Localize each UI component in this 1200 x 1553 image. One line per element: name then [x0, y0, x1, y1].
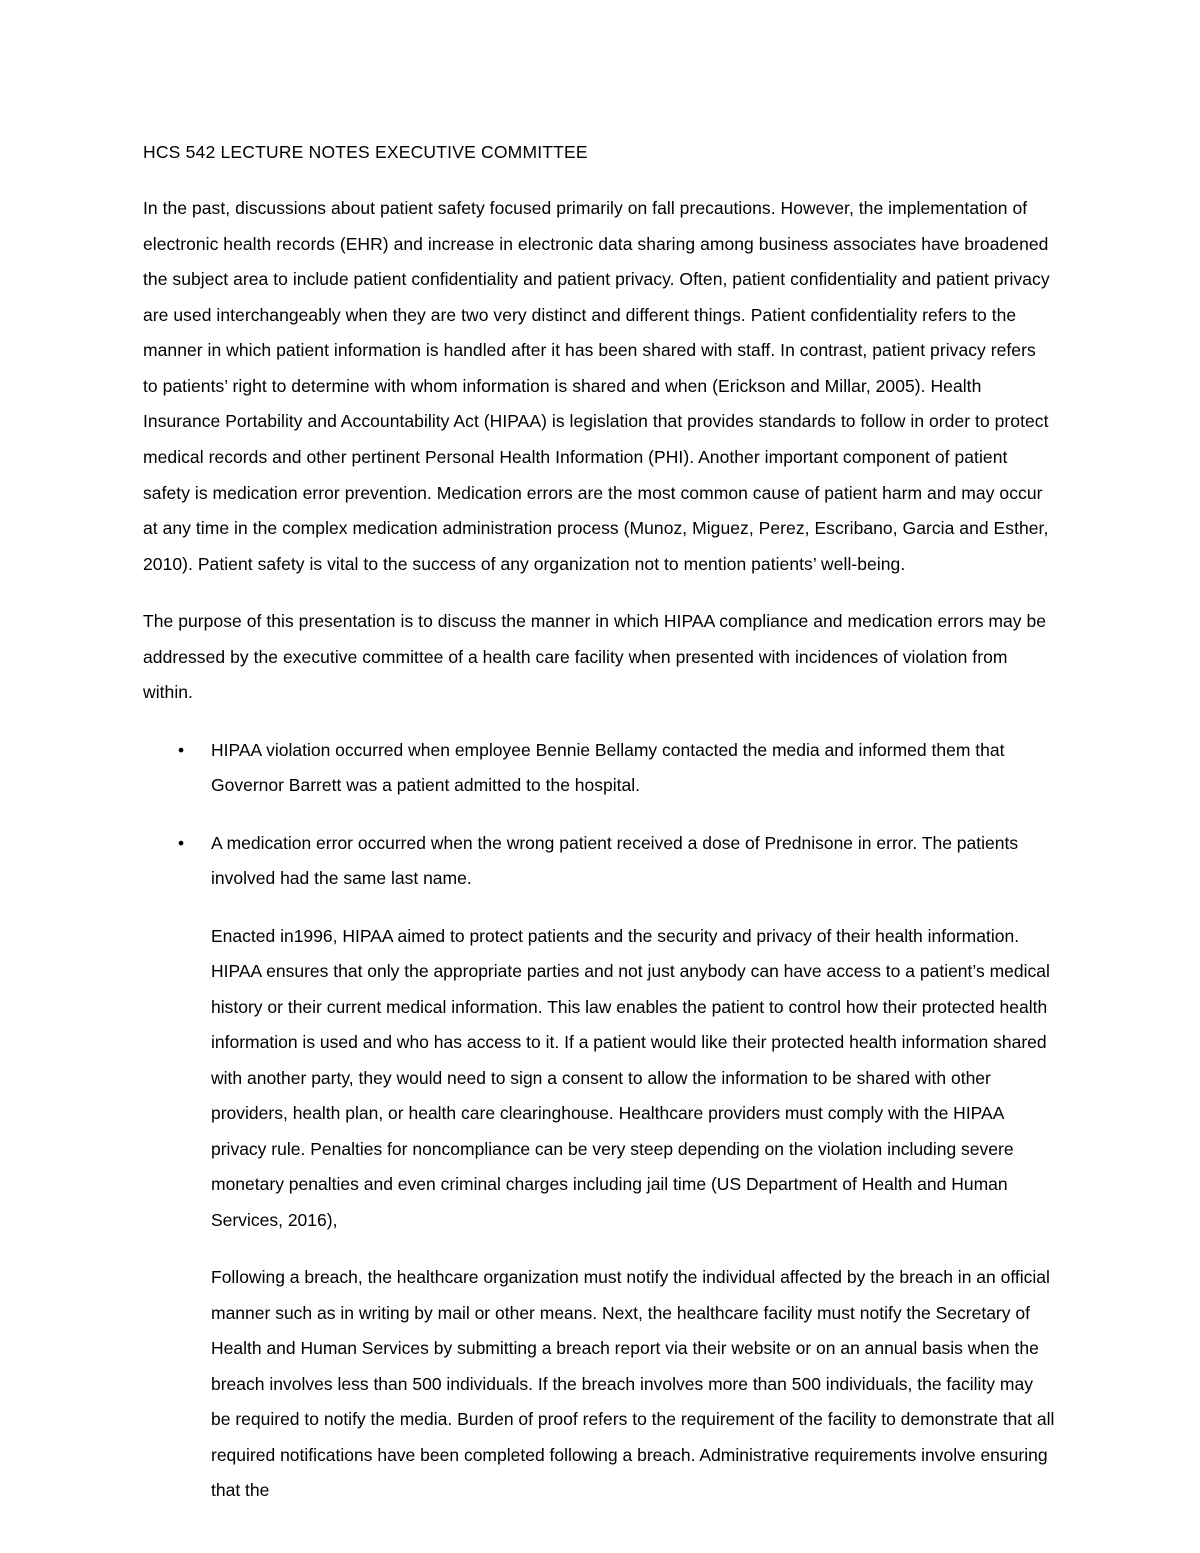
list-item [143, 733, 1055, 804]
bullet-icon: • [178, 832, 185, 853]
bullet-list [143, 733, 1055, 897]
bullet-icon: • [178, 739, 185, 760]
list-item-text: HIPAA violation occurred when employee Bennie Bellamy contacted the media and informed them that Governor Barrett was a patient admitted to the hospital. [211, 739, 1005, 796]
paragraph-purpose: The purpose of this presentation is to discuss the manner in which HIPAA compliance and medication errors may be addressed by the executive committee of a health care facility when presented with incidences of violation from within. [143, 611, 1047, 703]
list-item [143, 826, 1055, 897]
paragraph-hipaa-background: Enacted in1996, HIPAA aimed to protect patients and the security and privacy of their health information. HIPAA ensures that only the appropriate parties and not just anybody can have access to a patient’s medical history or their current medical information. This law enables the patient to control how their protected health information is used and who has access to it. If a patient would like their protected health information shared with another party, they would need to sign a consent to allow the information to be shared with other providers, health plan, or health care clearinghouse. Healthcare providers must comply with the HIPAA privacy rule. Penalties for noncompliance can be very steep depending on the violation including severe monetary penalties and even criminal charges including jail time (US Department of Health and Human Services, 2016), [211, 925, 1050, 1230]
list-item-text: A medication error occurred when the wrong patient received a dose of Prednisone in error. The patients involved had the same last name. [211, 832, 1019, 889]
paragraph-intro: In the past, discussions about patient safety focused primarily on fall precautions. However, the implementation of electronic health records (EHR) and increase in electronic data sharing among business associates have broadened the subject area to include patient confidentiality and patient privacy. Often, patient confidentiality and patient privacy are used interchangeably when they are two very distinct and different things. Patient confidentiality refers to the manner in which patient information is handled after it has been shared with staff. In contrast, patient privacy refers to patients’ right to determine with whom information is shared and when (Erickson and Millar, 2005). Health Insurance Portability and Accountability Act (HIPAA) is legislation that provides standards to follow in order to protect medical records and other pertinent Personal Health Information (PHI). Another important component of patient safety is medication error prevention. Medication errors are the most common cause of patient harm and may occur at any time in the complex medication administration process (Munoz, Miguez, Perez, Escribano, Garcia and Esther, 2010). Patient safety is vital to the success of any organization not to mention patients’ well-being. [143, 198, 1050, 574]
paragraph-breach-notification: Following a breach, the healthcare organization must notify the individual affected by the breach in an official manner such as in writing by mail or other means. Next, the healthcare facility must notify the Secretary of Health and Human Services by submitting a breach report via their website or on an annual basis when the breach involves less than 500 individuals. If the breach involves more than 500 individuals, the facility may be required to notify the media. Burden of proof refers to the requirement of the facility to demonstrate that all required notifications have been completed following a breach. Administrative requirements involve ensuring that the [211, 1267, 1055, 1501]
page-title: HCS 542 LECTURE NOTES EXECUTIVE COMMITTEE [143, 142, 588, 162]
